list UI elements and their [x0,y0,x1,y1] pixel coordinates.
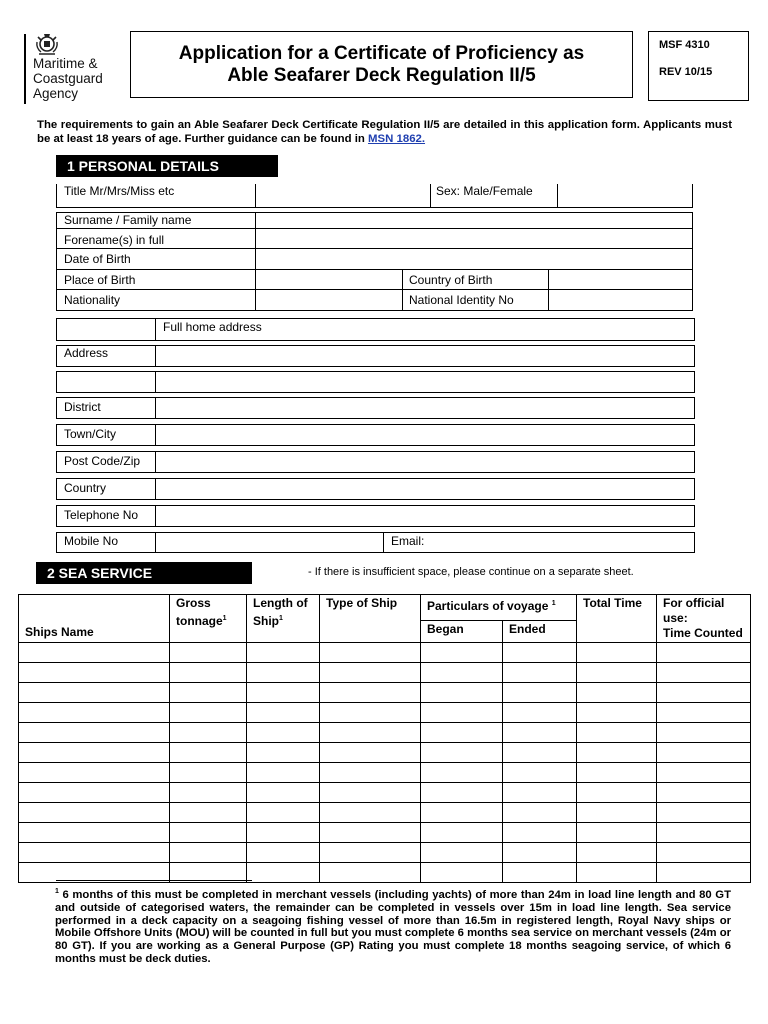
table-cell[interactable] [320,743,421,763]
table-cell[interactable] [247,783,320,803]
country-of-birth-label: Country of Birth [409,273,493,287]
table-cell[interactable] [577,763,657,783]
form-revision: REV 10/15 [659,66,713,78]
table-cell[interactable] [19,703,170,723]
table-cell[interactable] [170,843,247,863]
table-row [19,823,751,843]
col-particulars-label: Particulars of voyage [427,599,549,613]
email-field[interactable] [430,533,693,551]
table-cell[interactable] [247,703,320,723]
table-row [19,743,751,763]
table-cell[interactable] [421,863,503,883]
msn-link[interactable]: MSN 1862. [368,133,426,145]
table-cell[interactable] [320,663,421,683]
table-cell[interactable] [503,863,577,883]
col-type-of-ship [320,595,421,643]
table-cell[interactable] [577,643,657,663]
table-cell[interactable] [320,843,421,863]
table-cell[interactable] [421,643,503,663]
agency-name [33,56,103,101]
table-cell[interactable] [170,823,247,843]
place-of-birth-label: Place of Birth [64,273,136,287]
table-cell[interactable] [503,683,577,703]
place-of-birth-field[interactable] [256,270,401,288]
email-label: Email: [391,534,425,548]
table-cell[interactable] [170,663,247,683]
address-field-1[interactable] [156,346,693,365]
table-cell[interactable] [657,643,751,663]
table-cell[interactable] [421,743,503,763]
table-cell[interactable] [421,843,503,863]
table-cell[interactable] [170,703,247,723]
agency-logo [24,32,124,104]
table-cell[interactable] [19,823,170,843]
agency-name-line2: Coastguard [33,71,103,86]
table-cell[interactable] [503,663,577,683]
col-official-use [657,595,751,643]
table-cell[interactable] [421,703,503,723]
footnote-text: 6 months of this must be completed in merchant vessels (including yachts) of more than 24m in load line length and 80 GT and outside of categorised waters, the remainder can be completed in vessels over 15m in load line length. Sea service performed in a deck capacity on a seagoing fishing vessel of more than 16.5m in registered length, Royal Navy ships or Mobile Offshore Units (MOU) will be counted in full but you must complete 6 months sea service on merchant vessels (24m or 80 GT). If you are working as a General Purpose (GP) Rating you must complete 18 months seagoing service, of which 6 months must be deck duties. [55,888,731,966]
table-cell[interactable] [170,743,247,763]
town-label: Town/City [64,427,117,441]
table-cell[interactable] [657,863,751,883]
table-cell[interactable] [170,783,247,803]
town-field[interactable] [156,425,693,444]
nationality-label: Nationality [64,293,121,307]
table-cell[interactable] [657,723,751,743]
dob-field[interactable] [256,249,691,268]
footnote-rule [56,880,252,881]
form-title-line1: Application for a Certificate of Proficiency as [178,42,585,64]
table-row [19,783,751,803]
table-cell[interactable] [657,703,751,723]
table-cell[interactable] [657,683,751,703]
col-gross-tonnage [170,595,247,643]
table-cell[interactable] [577,703,657,723]
table-cell[interactable] [19,783,170,803]
table-cell[interactable] [657,803,751,823]
table-cell[interactable] [503,783,577,803]
surname-field[interactable] [256,213,691,227]
table-cell[interactable] [577,663,657,683]
table-cell[interactable] [247,723,320,743]
table-row [19,643,751,663]
table-cell[interactable] [170,683,247,703]
table-cell[interactable] [247,863,320,883]
table-cell[interactable] [247,663,320,683]
sex-label: Sex: Male/Female [436,184,533,198]
royal-crest-icon [34,32,60,56]
table-cell[interactable] [247,823,320,843]
col-length-line2: Ship [253,614,279,628]
table-cell[interactable] [657,743,751,763]
table-cell[interactable] [577,683,657,703]
table-cell[interactable] [577,743,657,763]
table-cell[interactable] [19,803,170,823]
table-cell[interactable] [577,783,657,803]
table-row [19,763,751,783]
table-cell[interactable] [421,683,503,703]
telephone-field[interactable] [156,506,693,525]
table-cell[interactable] [577,803,657,823]
mobile-field[interactable] [156,533,382,551]
table-cell[interactable] [247,803,320,823]
national-id-label: National Identity No [409,293,514,307]
col-began-label: Began [427,621,464,636]
table-cell[interactable] [421,823,503,843]
continuation-note: - If there is insufficient space, please continue on a separate sheet. [308,566,634,578]
table-cell[interactable] [503,843,577,863]
table-cell[interactable] [657,823,751,843]
col-official-use-line2: Time Counted [663,626,743,640]
forename-label: Forename(s) in full [64,233,165,247]
table-cell[interactable] [19,663,170,683]
table-cell[interactable] [421,763,503,783]
postcode-label: Post Code/Zip [64,454,141,468]
sex-field[interactable] [558,185,691,206]
table-cell[interactable] [170,803,247,823]
col-ships-name-label: Ships Name [25,625,94,639]
section-personal-details-title: 1 PERSONAL DETAILS [67,158,219,174]
country-field[interactable] [156,479,693,498]
table-cell[interactable] [247,763,320,783]
country-of-birth-field[interactable] [549,270,691,288]
table-cell[interactable] [19,643,170,663]
table-cell[interactable] [503,723,577,743]
table-cell[interactable] [320,803,421,823]
table-cell[interactable] [503,803,577,823]
form-title [130,31,633,98]
footnote-ref: 1 [279,615,283,622]
col-type-of-ship-label: Type of Ship [326,596,398,610]
table-row [19,723,751,743]
table-row [19,683,751,703]
postcode-field[interactable] [156,452,693,471]
table-cell[interactable] [320,683,421,703]
table-cell[interactable] [577,723,657,743]
col-particulars [421,595,577,621]
table-cell[interactable] [320,763,421,783]
table-cell[interactable] [19,683,170,703]
title-field[interactable] [256,185,429,206]
col-began [421,620,503,642]
section-sea-service-heading [36,562,252,584]
table-row [19,703,751,723]
table-cell[interactable] [320,703,421,723]
footnote [55,886,731,966]
col-ships-name [19,595,170,643]
table-cell[interactable] [320,723,421,743]
footnote-ref: 1 [551,600,556,607]
full-address-label: Full home address [163,320,262,334]
title-label: Title Mr/Mrs/Miss etc [64,184,175,198]
table-cell[interactable] [320,823,421,843]
form-code-box [648,31,749,101]
col-ended [503,620,577,642]
nationality-field[interactable] [256,290,401,309]
table-cell[interactable] [657,763,751,783]
mobile-label: Mobile No [64,534,119,548]
table-cell[interactable] [503,643,577,663]
country-label: Country [64,481,107,495]
table-cell[interactable] [503,763,577,783]
agency-name-line1: Maritime & [33,56,98,71]
col-ended-label: Ended [509,621,546,636]
table-cell[interactable] [657,663,751,683]
intro-paragraph [37,118,732,146]
table-row [19,803,751,823]
table-cell[interactable] [421,783,503,803]
district-field[interactable] [156,398,693,417]
surname-label: Surname / Family name [64,213,192,227]
national-id-field[interactable] [549,290,691,309]
table-cell[interactable] [503,743,577,763]
intro-text: The requirements to gain an Able Seafarer Deck Certificate Regulation II/5 are detailed in this application form. Applicants must be at least 18 years of age. Further guidance can be found in [37,119,732,145]
section-personal-details-heading [56,155,278,177]
sea-service-table [18,594,751,883]
table-cell[interactable] [247,743,320,763]
table-row [19,843,751,863]
table-cell[interactable] [19,723,170,743]
telephone-label: Telephone No [64,508,139,522]
table-cell[interactable] [503,703,577,723]
table-cell[interactable] [170,723,247,743]
table-cell[interactable] [19,743,170,763]
table-cell[interactable] [170,763,247,783]
logo-bar [24,34,26,104]
form-title-line2: Able Seafarer Deck Regulation II/5 [227,64,536,86]
col-gross-tonnage-line1: Gross [176,596,211,610]
table-cell[interactable] [657,843,751,863]
table-cell[interactable] [421,723,503,743]
table-cell[interactable] [247,683,320,703]
col-length-line1: Length of [253,596,308,610]
table-cell[interactable] [19,843,170,863]
district-label: District [64,400,101,414]
section-sea-service-title: 2 SEA SERVICE [47,565,153,581]
col-length [247,595,320,643]
table-cell[interactable] [421,803,503,823]
table-cell[interactable] [577,843,657,863]
col-official-use-line1: For official use: [663,596,725,625]
table-cell[interactable] [19,763,170,783]
table-cell[interactable] [421,663,503,683]
col-gross-tonnage-line2: tonnage [176,614,223,628]
address-field-2[interactable] [156,372,693,391]
dob-label: Date of Birth [64,252,131,266]
table-cell[interactable] [247,843,320,863]
table-cell[interactable] [247,643,320,663]
footnote-ref: 1 [222,615,227,622]
table-cell[interactable] [320,783,421,803]
table-cell[interactable] [577,863,657,883]
table-cell[interactable] [657,783,751,803]
table-cell[interactable] [503,823,577,843]
address-label: Address [64,346,109,360]
table-row [19,663,751,683]
forename-field[interactable] [256,229,691,247]
col-total-time-label: Total Time [583,596,642,610]
table-cell[interactable] [170,643,247,663]
table-cell[interactable] [320,863,421,883]
footnote-marker: 1 [55,888,59,895]
col-total-time [577,595,657,643]
agency-name-line3: Agency [33,86,79,101]
form-code: MSF 4310 [659,39,710,51]
table-cell[interactable] [320,643,421,663]
table-cell[interactable] [577,823,657,843]
